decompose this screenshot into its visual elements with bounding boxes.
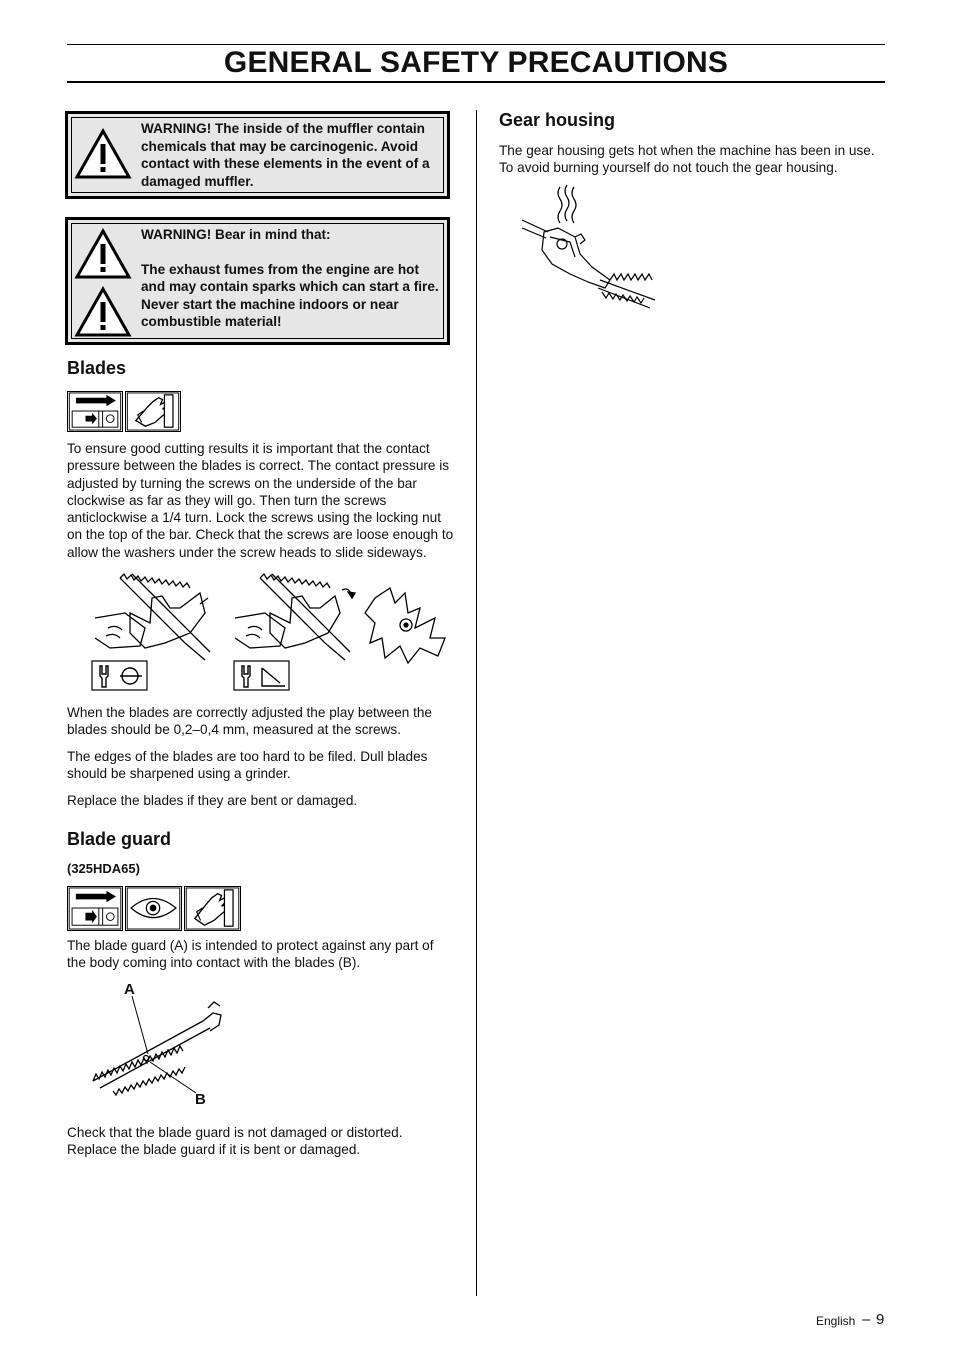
warning-text-exhaust: The exhaust fumes from the engine are hot and may contain sparks which can start a fire. Never start the machine indoors or near combustible material! (141, 261, 439, 329)
blade-guard-heading: Blade guard (67, 829, 172, 849)
blade-adjustment-illustration (90, 568, 452, 692)
blade-guard-illustration (88, 996, 228, 1100)
blades-heading: Blades (67, 358, 127, 378)
blades-paragraph-1: To ensure good cutting results it is important that the contact pressure between the blades is correct. The contact pressure is adjusted by turning the screws on the underside of the bar clockwise as far as they will go. Then turn the screws anticlockwise a 1/4 turn. Lock the screws using the locking nut on the top of the bar. Check that the screws are loose enough to allow the washers under the screw heads to slide sideways. (67, 441, 454, 560)
blade-guard-model: (325HDA65) (67, 861, 140, 876)
page-title: GENERAL SAFETY PRECAUTIONS (223, 46, 729, 79)
read-manual-symbol-icon (67, 391, 123, 432)
blades-paragraph-3: The edges of the blades are too hard to be filed. Dull blades should be sharpened using a grinder. (67, 749, 428, 782)
warning-intro: WARNING! Bear in mind that: (141, 227, 331, 242)
gloves-symbol-icon (125, 391, 181, 432)
blades-paragraph-2: When the blades are correctly adjusted the play between the blades should be 0,2–0,4 mm, measured at the screws. (67, 705, 432, 738)
gloves-symbol-icon (184, 886, 241, 931)
warning-box-muffler (65, 111, 450, 199)
footer-language: English (816, 1314, 856, 1328)
label-a: A (124, 981, 135, 998)
label-b: B (195, 1091, 206, 1108)
read-manual-symbol-icon (67, 886, 123, 931)
page-number: 9 (876, 1311, 885, 1328)
footer-dash: – (862, 1311, 871, 1328)
gear-housing-paragraph: The gear housing gets hot when the machine has been in use. To avoid burning yourself do not touch the gear housing. (499, 143, 875, 176)
warning-triangle-icon (74, 286, 132, 338)
warning-text-muffler: WARNING! The inside of the muffler contain chemicals that may be carcinogenic. Avoid contact with these elements in the event of a damaged muffler. (141, 121, 430, 189)
warning-box-exhaust (65, 217, 450, 345)
column-divider (476, 110, 477, 1296)
gear-housing-heading: Gear housing (499, 110, 616, 130)
blades-paragraph-4: Replace the blades if they are bent or damaged. (67, 793, 358, 808)
eye-protection-symbol-icon (125, 886, 182, 931)
warning-triangle-icon (74, 128, 132, 180)
header-rule-bottom (67, 81, 885, 83)
warning-triangle-icon (74, 228, 132, 280)
blade-guard-paragraph-1: The blade guard (A) is intended to protect against any part of the body coming into contact with the blades (B). (67, 938, 434, 971)
gear-housing-illustration (520, 182, 660, 317)
blade-guard-paragraph-2: Check that the blade guard is not damaged or distorted. Replace the blade guard if it is bent or damaged. (67, 1125, 403, 1158)
